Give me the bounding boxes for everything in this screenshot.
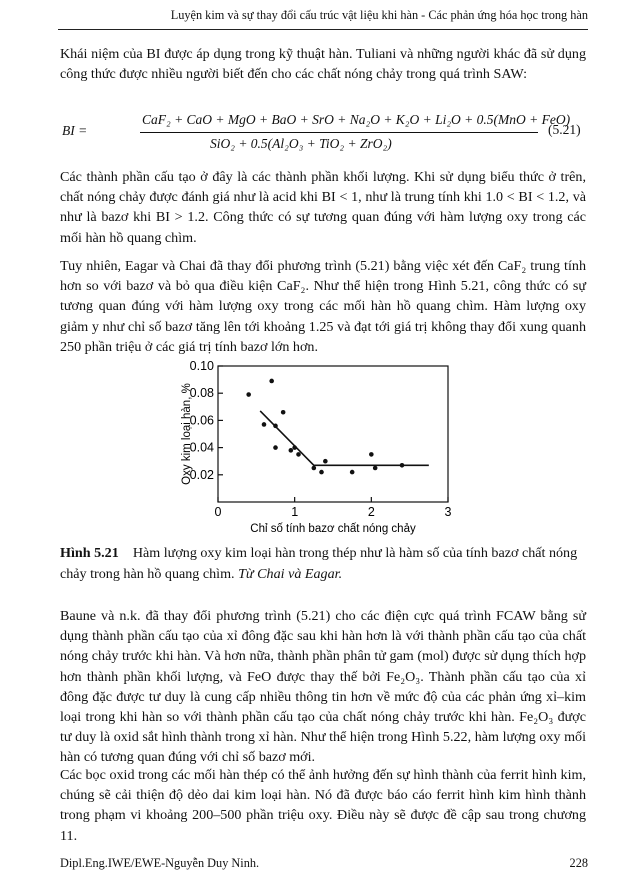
data-point [292,445,297,450]
figure-caption [60,543,588,584]
data-point [312,466,317,471]
data-point [289,448,294,453]
y-tick-label: 0.10 [189,360,214,373]
y-tick-label: 0.04 [189,440,214,455]
data-point [281,410,286,415]
page-number: 228 [569,856,588,870]
equation-denominator: SiO₂ + 0.5(Al₂O₃ + TiO₂ + ZrO₂) [210,136,392,151]
equation-lhs: BI = [62,123,88,138]
y-tick-label: 0.08 [189,386,214,401]
y-axis-label: Oxy kim loại hàn, % [181,383,193,485]
plot-frame [218,366,448,502]
data-point [296,452,301,457]
y-tick-labels [190,360,214,482]
paragraph-3: Tuy nhiên, Eagar và Chai đã thay đổi phương trình (5.21) bằng việc xét đến CaF₂ trung tính hơn so với bazơ và bỏ qua điều kiện CaF₂. Như thể hiện trong Hình 5.21, công thức có sự tương quan đúng với hàm lượng oxy trong các mối hàn hồ quang chìm. Hàm lượng oxy giảm y như chỉ số bazơ tăng lên tới khoảng 1.25 và đạt tới giá trị không thay đổi xung quanh 250 phần triệu ở các giá trị tính bazơ lớn hơn. [60,258,586,355]
paragraph-2: Các thành phần cấu tạo ở đây là các thành phần khối lượng. Khi sử dụng biểu thức ở trên, chất nóng chảy được đánh giá như là acid khi BI < 1, như là trung tính khi 1.0 < BI < 1.2, và như là bazơ khi BI > 1.2. Công thức có sự tương quan đúng với hàm lượng oxy trong các mối hàn hồ quang chìm. [60,169,586,246]
running-header: Luyện kim và sự thay đổi cấu trúc vật liệu khi hàn - Các phản ứng hóa học trong hàn [170,8,588,22]
y-tick-label: 0.06 [189,413,214,428]
data-point [262,422,267,427]
equation-numerator: CaF₂ + CaO + MgO + BaO + SrO + Na₂O + K₂O + Li₂O + 0.5(MnO + FeO) [142,112,571,127]
x-tick-label: 3 [444,505,452,519]
figure-5-21-chart [176,360,466,540]
caption-text: Hàm lượng oxy kim loại hàn trong thép như là hàm số của tính bazơ chất nóng chảy trong hàn hồ quang chìm. [60,545,578,582]
data-point [246,392,251,397]
data-point [373,466,378,471]
header-rule [58,29,588,30]
x-tick-label: 2 [367,505,375,519]
x-tick-labels [215,505,452,519]
caption-source: Từ Chai và Eagar. [238,565,343,582]
data-point [350,470,355,475]
fraction-bar [140,132,538,133]
data-point [323,459,328,464]
paragraph-5: Các bọc oxid trong các mối hàn thép có thể ảnh hưởng đến sự hình thành của ferrit hình kim, chúng sẽ cải thiện độ dẻo dai kim loại hàn. Nó đã được báo cáo ferrit hình kim hình thành trong phạm vi khoảng 200–500 phần triệu oxy. Điều này sẽ được đề cập sau trong chương 11. [60,767,586,844]
data-point [273,424,278,429]
data-point [273,445,278,450]
caption-label: Hình 5.21 [60,545,119,561]
x-axis-label: Chỉ số tính bazơ chất nóng chảy [250,523,416,535]
paragraph-1: Khái niệm của BI được áp dụng trong kỹ thuật hàn. Tuliani và những người khác đã sử dụng công thức được nhiều người biết đến cho các chất nóng chảy trong quá trình SAW: [60,46,586,83]
equation-5-21 [60,110,588,158]
x-tick-label: 1 [291,505,299,519]
x-tick-label: 0 [214,505,222,519]
data-point [269,379,274,384]
page-footer [60,856,588,871]
data-point [369,452,374,457]
paragraph-4: Baune và n.k. đã thay đổi phương trình (5.21) cho các điện cực quá trình FCAW bằng sử dụng thành phần cấu tạo của xỉ đông đặc sau khi hàn hơn là với thành phần cấu tạo của chất nóng chảy trước khi hàn. Và hơn nữa, thành phần phân tử gam (mol) được sử dụng thích hợp hơn thành phần khối lượng, và FeO được thay thế bởi Fe₂O₃. Thành phần cấu tạo của xỉ đông đặc được tư duy là cung cấp nhiều thông tin hơn về mức độ của các phản ứng xỉ–kim loại trong khi hàn so với thành phần cấu tạo của chất nóng chảy trước khi hàn. Fe₂O₃ được tư duy là oxid sắt hình thành trong xỉ hàn. Như thể hiện trong Hình 5.22, hàm lượng oxy mối hàn có tương quan đúng với chỉ số bazơ mới. [60,608,586,766]
y-tick-label: 0.02 [189,467,214,482]
data-point [400,463,405,468]
data-point [319,470,324,475]
equation-number: (5.21) [548,122,581,137]
footer-author: Dipl.Eng.IWE/EWE-Nguyễn Duy Ninh. [60,856,260,870]
